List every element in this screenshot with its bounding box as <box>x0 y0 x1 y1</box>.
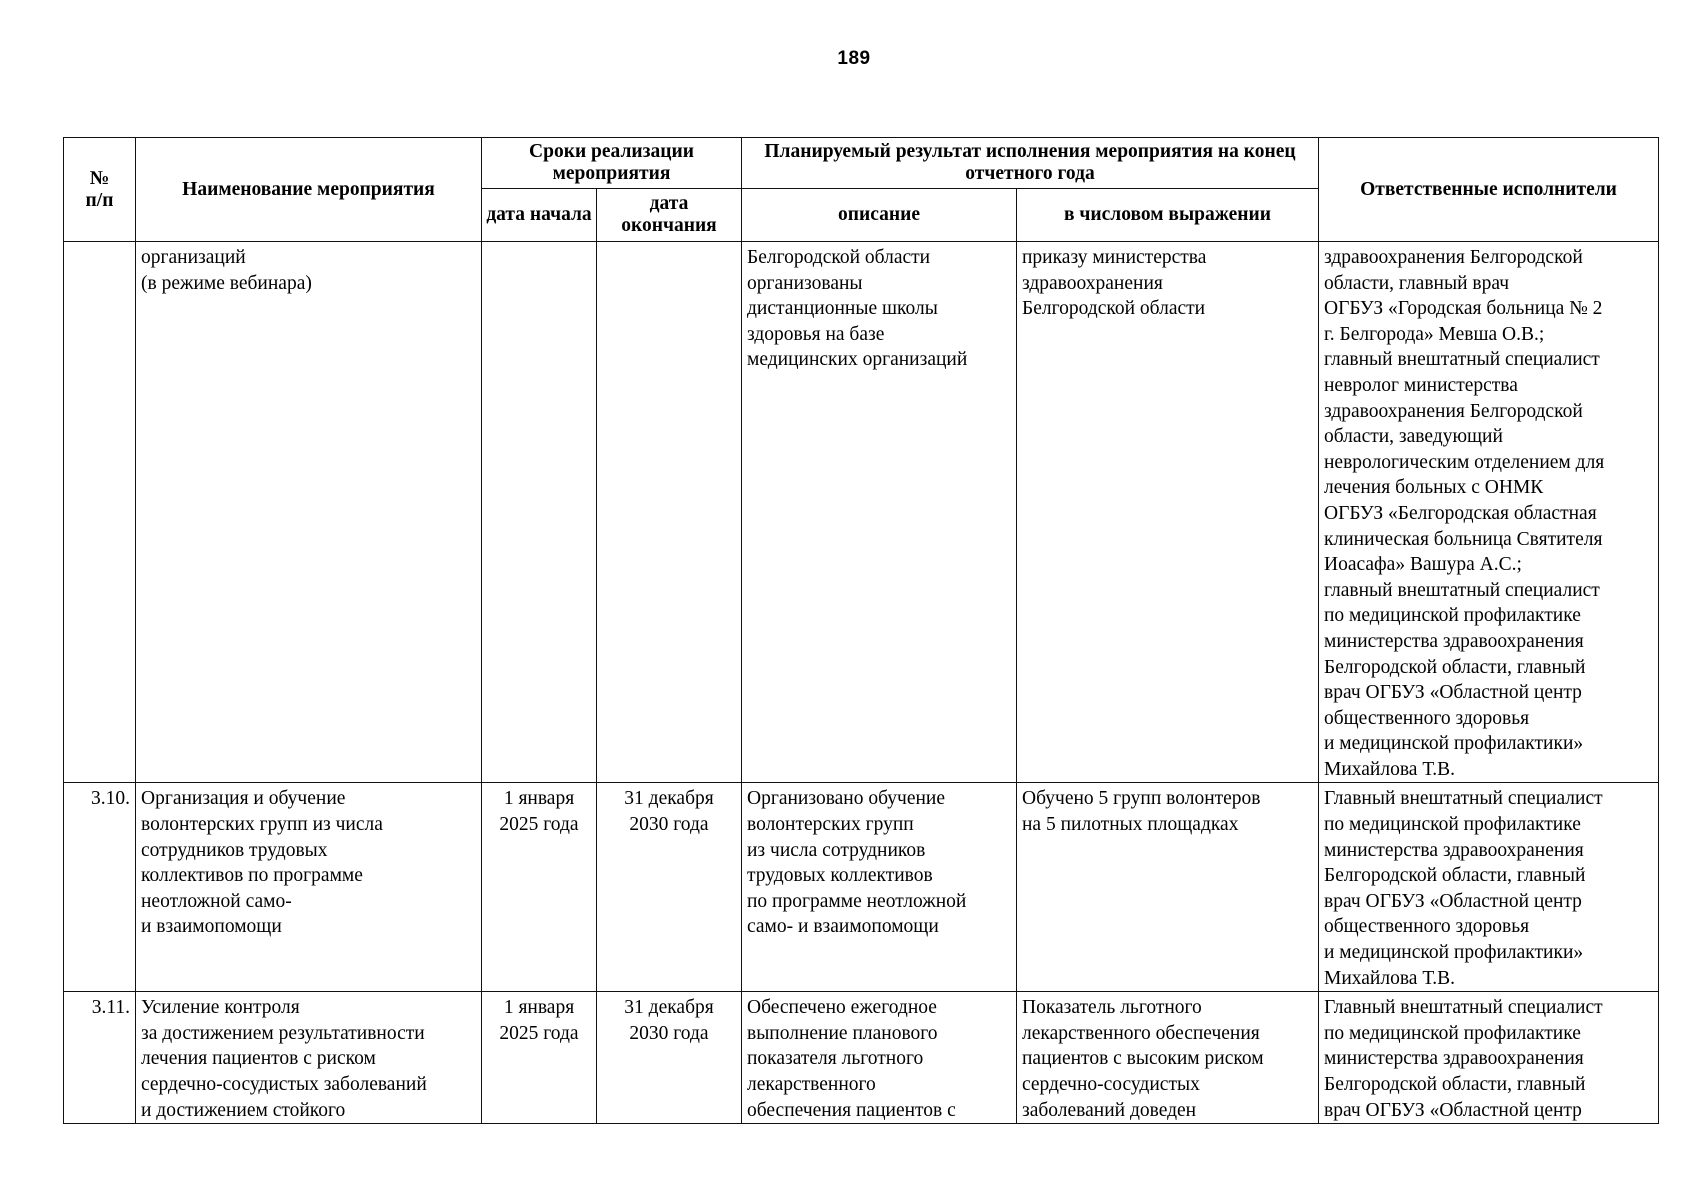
cell-start-date: 1 января 2025 года <box>482 783 597 992</box>
cell-number <box>64 242 136 783</box>
cell-description: Организовано обучение волонтерских групп из числа сотрудников трудовых коллективов по программе неотложной само- и взаимопомощи <box>742 783 1017 992</box>
header-number: № п/п <box>64 138 136 242</box>
cell-description: Обеспечено ежегодное выполнение планового показателя льготного лекарственного обеспечения пациентов с <box>742 992 1017 1124</box>
header-description: описание <box>742 189 1017 242</box>
header-terms: Сроки реализации мероприятия <box>482 138 742 189</box>
header-numeric: в числовом выражении <box>1017 189 1319 242</box>
cell-number: 3.11. <box>64 992 136 1124</box>
cell-end-date: 31 декабря 2030 года <box>597 783 742 992</box>
cell-numeric: Обучено 5 групп волонтеров на 5 пилотных площадках <box>1017 783 1319 992</box>
cell-responsible: Главный внештатный специалист по медицинской профилактике министерства здравоохранения Белгородской области, главный врач ОГБУЗ «Областной центр <box>1319 992 1659 1124</box>
cell-name: Усиление контроля за достижением результативности лечения пациентов с риском сердечно-сосудистых заболеваний и достижением стойкого <box>136 992 482 1124</box>
cell-end-date <box>597 242 742 783</box>
cell-numeric: Показатель льготного лекарственного обеспечения пациентов с высоким риском сердечно-сосудистых заболеваний доведен <box>1017 992 1319 1124</box>
cell-name: организаций (в режиме вебинара) <box>136 242 482 783</box>
cell-start-date: 1 января 2025 года <box>482 992 597 1124</box>
header-name: Наименование мероприятия <box>136 138 482 242</box>
header-row-1 <box>64 138 1659 189</box>
cell-number: 3.10. <box>64 783 136 992</box>
header-planned-result: Планируемый результат исполнения мероприятия на конец отчетного года <box>742 138 1319 189</box>
cell-end-date: 31 декабря 2030 года <box>597 992 742 1124</box>
table-row <box>64 992 1659 1124</box>
header-end-date: дата окончания <box>597 189 742 242</box>
table-row <box>64 783 1659 992</box>
action-plan-table <box>63 137 1659 1124</box>
cell-numeric: приказу министерства здравоохранения Белгородской области <box>1017 242 1319 783</box>
cell-responsible: здравоохранения Белгородской области, главный врач ОГБУЗ «Городская больница № 2 г. Белгорода» Мевша О.В.; главный внештатный специалист невролог министерства здравоохранения Белгородской области, заведующий неврологическим отделением для лечения больных с ОНМК ОГБУЗ «Белгородская областная клиническая больница Святителя Иоасафа» Вашура А.С.; главный внештатный специалист по медицинской профилактике министерства здравоохранения Белгородской области, главный врач ОГБУЗ «Областной центр общественного здоровья и медицинской профилактики» Михайлова Т.В. <box>1319 242 1659 783</box>
table-row <box>64 242 1659 783</box>
cell-name: Организация и обучение волонтерских групп из числа сотрудников трудовых коллективов по программе неотложной само- и взаимопомощи <box>136 783 482 992</box>
page-number: 189 <box>837 48 871 69</box>
cell-description: Белгородской области организованы дистанционные школы здоровья на базе медицинских организаций <box>742 242 1017 783</box>
header-responsible: Ответственные исполнители <box>1319 138 1659 242</box>
header-start-date: дата начала <box>482 189 597 242</box>
cell-responsible: Главный внештатный специалист по медицинской профилактике министерства здравоохранения Белгородской области, главный врач ОГБУЗ «Областной центр общественного здоровья и медицинской профилактики» Михайлова Т.В. <box>1319 783 1659 992</box>
cell-start-date <box>482 242 597 783</box>
